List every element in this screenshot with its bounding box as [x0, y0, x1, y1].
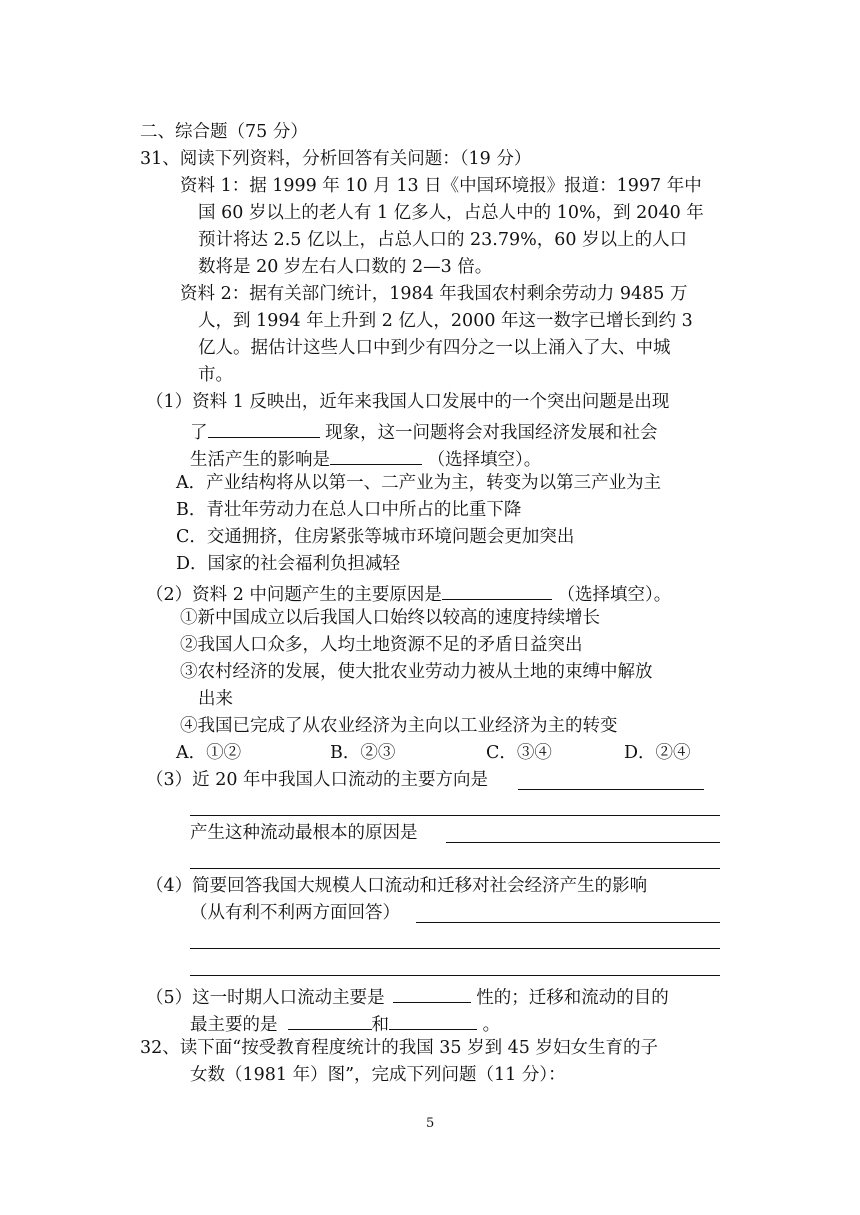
material2-line: 人，到 1994 年上升到 2 亿人，2000 年这一数字已增长到约 3	[198, 311, 693, 331]
material2-line: 资料 2：据有关部门统计，1984 年我国农村剩余劳动力 9485 万	[180, 284, 688, 304]
answer-line[interactable]	[190, 868, 720, 869]
p5-line2: 最主要的是 和 。	[190, 1015, 501, 1035]
answer-blank[interactable]	[393, 986, 471, 1003]
p2-item: 出来	[198, 689, 233, 709]
p2-item: ①新中国成立以后我国人口始终以较高的速度持续增长	[180, 608, 600, 628]
page-number: 5	[426, 1116, 435, 1131]
section-title: 二、综合题（75 分）	[140, 122, 308, 142]
p3-line1: （3）近 20 年中我国人口流动的主要方向是	[146, 770, 489, 790]
answer-blank[interactable]	[330, 448, 422, 465]
q31-stem: 31、阅读下列资料，分析回答有关问题：（19 分）	[140, 149, 532, 169]
p5-line1: （5）这一时期人口流动主要是 性的；迁移和流动的目的	[146, 988, 669, 1008]
material2-line: 亿人。据估计这些人口中到少有四分之一以上涌入了大、中城	[198, 338, 671, 358]
answer-blank[interactable]	[288, 1013, 372, 1030]
p2-choice: D．②④	[624, 743, 691, 763]
p2-line1: （2）资料 2 中问题产生的主要原因是 （选择填空）。	[146, 585, 672, 605]
p2-item: ④我国已完成了从农业经济为主向以工业经济为主的转变	[180, 716, 618, 736]
answer-blank[interactable]	[389, 1013, 477, 1030]
answer-line[interactable]	[446, 842, 720, 843]
answer-line[interactable]	[416, 922, 720, 923]
answer-line[interactable]	[190, 948, 720, 949]
material1-line: 国 60 岁以上的老人有 1 亿多人，占总人中的 10%，到 2040 年	[198, 203, 704, 223]
p1-option: A．产业结构将从以第一、二产业为主，转变为以第三产业为主	[176, 473, 662, 493]
p1-line2: 了 现象，这一问题将会对我国经济发展和社会	[190, 423, 658, 443]
p2-choice: C．③④	[486, 743, 552, 763]
p2-item: ②我国人口众多，人均土地资源不足的矛盾日益突出	[180, 635, 583, 655]
q32-line1: 32、读下面“按受教育程度统计的我国 35 岁到 45 岁妇女生育的子	[140, 1038, 658, 1058]
p2-choice: A．①②	[176, 743, 242, 763]
answer-line[interactable]	[518, 789, 704, 790]
p2-item: ③农村经济的发展，使大批农业劳动力被从土地的束缚中解放	[180, 662, 653, 682]
material1-line: 预计将达 2.5 亿以上，占总人口的 23.79%，60 岁以上的人口	[198, 230, 688, 250]
q32-line2: 女数（1981 年）图”，完成下列问题（11 分）：	[190, 1065, 566, 1085]
material1-line: 资料 1：据 1999 年 10 月 13 日《中国环境报》报道：1997 年中	[180, 176, 702, 196]
p4-line1: （4）简要回答我国大规模人口流动和迁移对社会经济产生的影响	[146, 876, 648, 896]
material1-line: 数将是 20 岁左右人口数的 2—3 倍。	[198, 257, 493, 277]
material2-line: 市。	[198, 365, 233, 385]
p4-line2: （从有利不利两方面回答）	[190, 903, 400, 923]
p1-option: D．国家的社会福利负担减轻	[176, 554, 401, 574]
answer-line[interactable]	[190, 815, 720, 816]
p1-line1: （1）资料 1 反映出，近年来我国人口发展中的一个突出问题是出现	[146, 392, 670, 412]
answer-blank[interactable]	[442, 583, 552, 600]
p2-choice: B．②③	[330, 743, 396, 763]
p1-option: C．交通拥挤，住房紧张等城市环境问题会更加突出	[176, 527, 575, 547]
p3-line2: 产生这种流动最根本的原因是	[190, 823, 418, 843]
p1-line3: 生活产生的影响是 （选择填空）。	[190, 450, 542, 470]
p1-option: B．青壮年劳动力在总人口中所占的比重下降	[176, 500, 522, 520]
answer-line[interactable]	[190, 975, 720, 976]
answer-blank[interactable]	[208, 421, 320, 438]
